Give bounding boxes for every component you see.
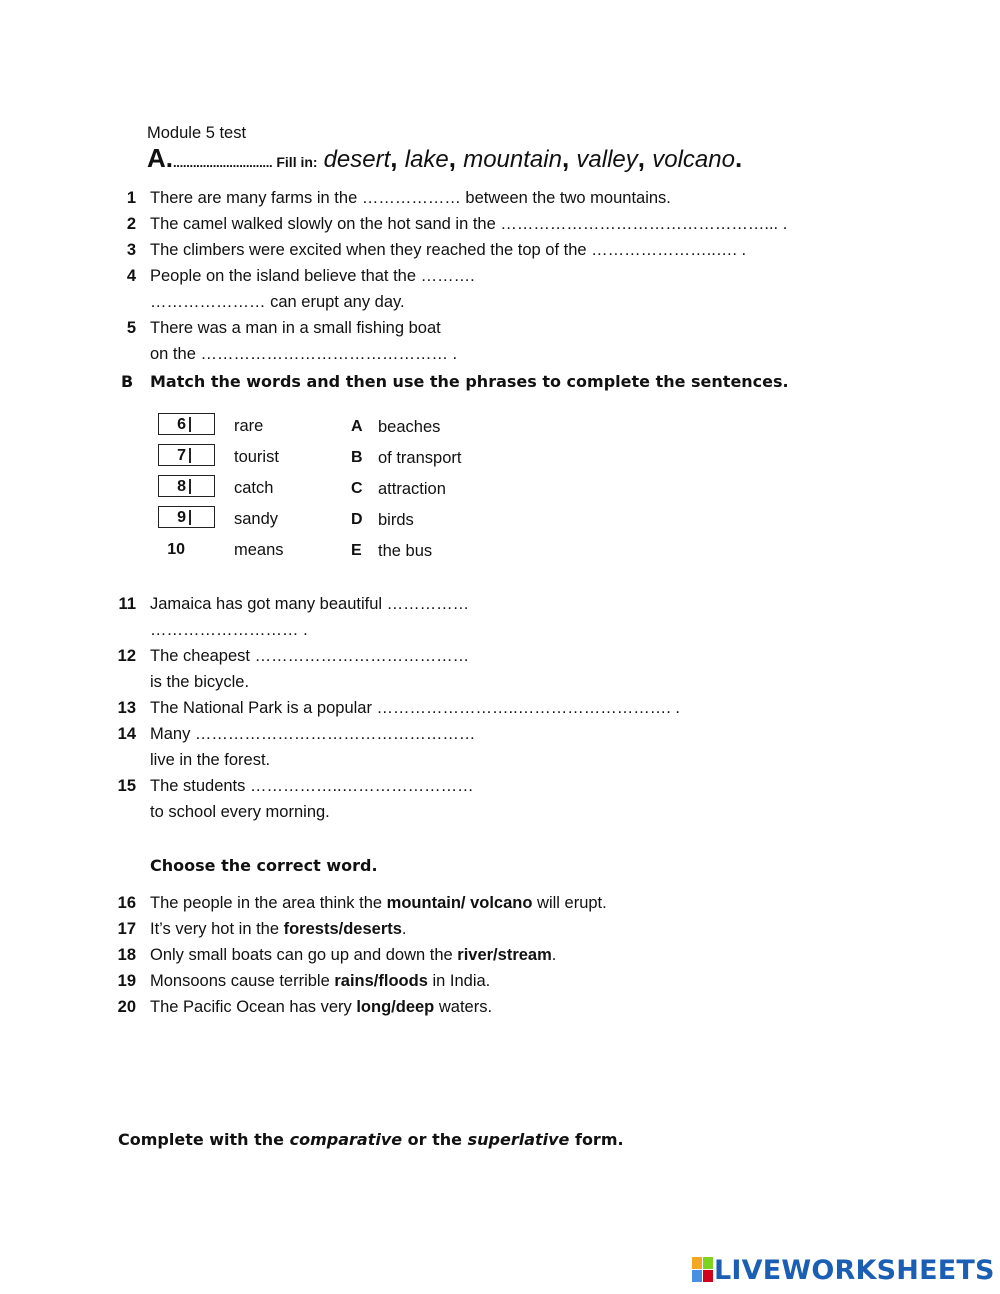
page-title: Module 5 test <box>147 124 247 142</box>
section-a-instruction: Fill in: <box>276 154 318 170</box>
match-word: tourist <box>234 448 279 466</box>
item-text: The National Park is a popular ……………………..………………………. . <box>150 699 680 717</box>
section-a-letter: A. <box>147 143 173 173</box>
item-number: 14 <box>117 725 136 743</box>
box-number: 7 <box>177 447 186 464</box>
item-text: There was a man in a small fishing boat <box>150 319 441 337</box>
section-b-letter: B <box>121 372 134 391</box>
item-text: People on the island believe that the ………. <box>150 267 475 285</box>
word-choice[interactable]: forests/deserts <box>283 920 402 938</box>
box-number: 6 <box>177 416 186 433</box>
item-text: The camel walked slowly on the hot sand in the …………………………………………... . <box>150 215 788 233</box>
item-number: 18 <box>117 946 136 964</box>
item-text-continued: to school every morning. <box>150 803 330 821</box>
word-choice[interactable]: mountain/ volcano <box>386 894 533 912</box>
match-letter: E <box>351 542 362 559</box>
item-number: 17 <box>117 920 136 938</box>
item-text: Many …………………………………………… <box>150 725 476 743</box>
match-phrase: the bus <box>378 542 433 560</box>
word-volcano: volcano <box>652 146 735 173</box>
logo-text: LIVEWORKSHEETS <box>714 1254 995 1286</box>
item-number: 15 <box>117 777 136 795</box>
item-number: 2 <box>126 215 136 233</box>
liveworksheets-logo[interactable] <box>692 1256 995 1284</box>
item-text: Monsoons cause terrible rains/floods in India. <box>150 972 491 990</box>
match-letter: A <box>351 418 363 435</box>
section-a-header: A. .............................. Fill in: desert, lake, mountain, valley, volcano. <box>147 143 743 173</box>
section-b-instruction: Match the words and then use the phrases to complete the sentences. <box>150 372 789 391</box>
answer-box[interactable] <box>158 475 215 497</box>
item-text: Only small boats can go up and down the river/stream. <box>150 946 557 964</box>
section-c-instruction: Choose the correct word. <box>150 856 378 875</box>
answer-box[interactable] <box>158 506 215 528</box>
word-mountain: mountain <box>463 146 562 173</box>
match-word: means <box>234 541 284 559</box>
item-text: The Pacific Ocean has very long/deep waters. <box>150 998 493 1016</box>
item-text-continued: on the ……………………………………… . <box>150 345 458 363</box>
item-number: 1 <box>126 189 136 207</box>
item-text: The people in the area think the mountain/ volcano will erupt. <box>150 894 607 912</box>
item-text: The cheapest ………………………………… <box>150 647 470 665</box>
item-text-continued: ………………… can erupt any day. <box>150 293 405 311</box>
box-number: 8 <box>177 478 186 495</box>
item-number: 12 <box>117 647 136 665</box>
match-word: catch <box>234 479 274 497</box>
word-choice[interactable]: long/deep <box>356 998 435 1016</box>
word-lake: lake <box>404 146 449 173</box>
answer-box[interactable] <box>158 413 215 435</box>
item-text-continued: live in the forest. <box>150 751 271 769</box>
item-number: 11 <box>118 595 136 613</box>
match-number: 10 <box>167 541 185 558</box>
match-phrase: birds <box>378 511 414 529</box>
box-number: 9 <box>177 509 186 526</box>
section-a-dots: .............................. <box>173 155 273 170</box>
item-number: 20 <box>117 998 136 1016</box>
item-text-continued: ……………………… . <box>150 621 308 639</box>
word-valley: valley <box>576 146 638 173</box>
match-phrase: beaches <box>378 418 441 436</box>
match-letter: D <box>351 511 363 528</box>
item-number: 4 <box>126 267 136 285</box>
word-choice[interactable]: rains/floods <box>334 972 428 990</box>
item-text: The students ……………..…………………… <box>150 777 474 795</box>
item-number: 13 <box>117 699 136 717</box>
item-text: There are many farms in the ……………… between the two mountains. <box>150 189 671 207</box>
match-letter: C <box>351 480 363 497</box>
word-choice[interactable]: river/stream <box>457 946 552 964</box>
item-number: 3 <box>126 241 136 259</box>
word-desert: desert <box>323 146 391 173</box>
item-text-continued: is the bicycle. <box>150 673 250 691</box>
item-number: 19 <box>117 972 136 990</box>
item-number: 16 <box>117 894 136 912</box>
logo-blocks-icon <box>692 1257 714 1283</box>
match-word: sandy <box>234 510 279 528</box>
match-phrase: attraction <box>378 480 446 498</box>
answer-box[interactable] <box>158 444 215 466</box>
match-letter: B <box>351 449 363 466</box>
match-phrase: of transport <box>378 449 462 467</box>
section-d-instruction: Complete with the comparative or the superlative form. <box>118 1130 624 1149</box>
item-number: 5 <box>126 319 136 337</box>
item-text: Jamaica has got many beautiful …………… <box>150 595 470 613</box>
item-text: It’s very hot in the forests/deserts. <box>150 920 407 938</box>
match-word: rare <box>234 417 264 435</box>
item-text: The climbers were excited when they reached the top of the …………………..…. . <box>150 241 747 259</box>
